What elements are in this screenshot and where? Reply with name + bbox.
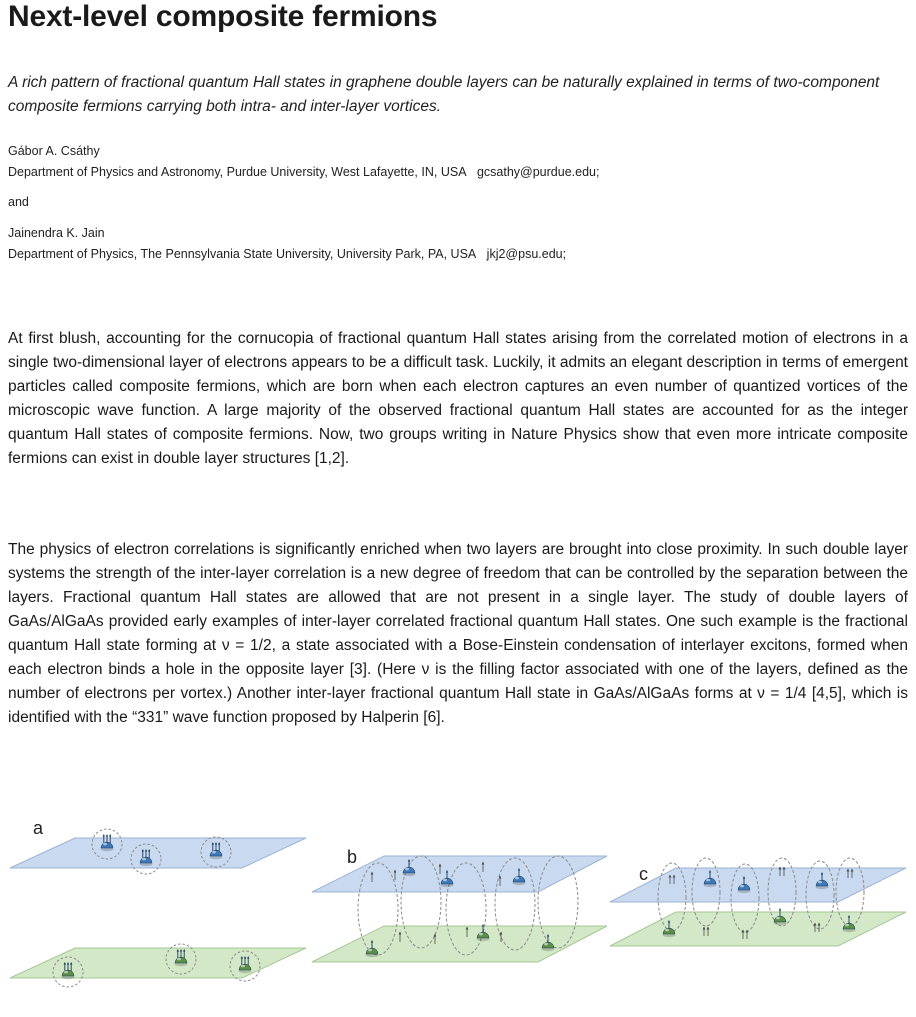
composite-fermion-highlight — [177, 958, 181, 961]
author-name-1: Gábor A. Csáthy — [8, 144, 100, 158]
panel-label-c: c — [639, 864, 648, 884]
panel-label-a: a — [33, 818, 44, 838]
composite-fermion-highlight — [845, 924, 849, 927]
panel-a — [10, 818, 306, 978]
composite-fermion-highlight — [776, 917, 780, 920]
composite-fermion-highlight — [544, 943, 548, 946]
composite-fermion-highlight — [212, 851, 216, 854]
panel-b — [312, 847, 607, 962]
vortex-arrowhead — [779, 908, 781, 911]
author-affiliation-1 — [8, 163, 599, 181]
vortex-arrowhead — [106, 834, 108, 837]
vortex-arrowhead — [482, 924, 484, 927]
composite-fermion-highlight — [706, 879, 710, 882]
top-layer-a — [10, 838, 306, 868]
and-separator: and — [8, 195, 29, 209]
bottom-layer-b — [312, 926, 607, 962]
vortex-arrowhead — [109, 834, 111, 837]
author-email-2[interactable]: jkj2@psu.edu; — [486, 247, 567, 261]
composite-fermion-highlight — [665, 929, 669, 932]
paragraph-1: At first blush, accounting for the cornucopia of fractional quantum Hall states arising from the correlated motion of electrons in a single two-dimensional layer of electrons appears to be a difficult task. Luckily, it admits an elegant description in terms of emergent particles called composite fermions, which are born when each electron captures an even number of quantized vortices of the microscopic wave function. A large majority of the observed fractional quantum Hall states are accounted for as the integer quantum Hall states of composite fermions. Now, two groups writing in Nature Physics show that even more intricate composite fermions can exist in double layer structures [1,2]. — [8, 330, 908, 467]
paragraph-2: The physics of electron correlations is significantly enriched when two layers are brought into close proximity. In such double layer systems the strength of the inter-layer correlation is a new degree of freedom that can be controlled by the separation between the layers. Fractional quantum Hall states are allowed that are not present in a single layer. The study of double layers of GaAs/AlGaAs provided early examples of inter-layer correlated fractional quantum Hall states. One such example is the fractional quantum Hall state forming at ν = 1/2, a state associated with a Bose-Einstein condensation of interlayer excitons, formed when each electron binds a hole in the opposite layer [3]. (Here ν is the filling factor associated with one of the layers, defined as the number of electrons per vortex.) Another inter-layer fractional quantum Hall state in GaAs/AlGaAs forms at ν = 1/4 [4,5], which is identified with the “331” wave function proposed by Halperin [6]. — [8, 541, 908, 726]
affiliation-text-2: Department of Physics, The Pennsylvania State University, University Park, PA, USA — [8, 247, 477, 261]
article-title: Next-level composite fermions — [8, 0, 438, 33]
bottom-layer-c — [610, 912, 906, 946]
affiliation-text-1: Department of Physics and Astronomy, Purdue University, West Lafayette, IN, USA — [8, 165, 467, 179]
author-affiliation-2 — [8, 245, 566, 263]
panel-label-b: b — [347, 847, 358, 867]
composite-fermion-highlight — [740, 885, 744, 888]
article-subtitle: A rich pattern of fractional quantum Hall states in graphene double layers can be naturally explained in terms of two-component composite fermions carrying both intra- and inter-layer vortices. — [8, 74, 880, 115]
panel-c — [610, 864, 906, 946]
composite-fermion-highlight — [515, 877, 519, 880]
author-name-2: Jainendra K. Jain — [8, 226, 105, 240]
composite-fermion-highlight — [443, 879, 447, 882]
vortex-arrowhead — [103, 834, 105, 837]
composite-fermion-highlight — [818, 881, 822, 884]
composite-fermion-highlight — [479, 933, 483, 936]
composite-fermion-highlight — [64, 971, 68, 974]
figure-double-layer-composite-fermions — [0, 812, 916, 1017]
top-layer-c — [610, 868, 906, 902]
composite-fermion-highlight — [103, 843, 107, 846]
composite-fermion-highlight — [241, 965, 245, 968]
composite-fermion-highlight — [405, 868, 409, 871]
author-email-1[interactable]: gcsathy@purdue.edu; — [476, 165, 600, 179]
composite-fermion-highlight — [142, 858, 146, 861]
bottom-layer-a — [10, 948, 306, 978]
composite-fermion-highlight — [368, 949, 372, 952]
